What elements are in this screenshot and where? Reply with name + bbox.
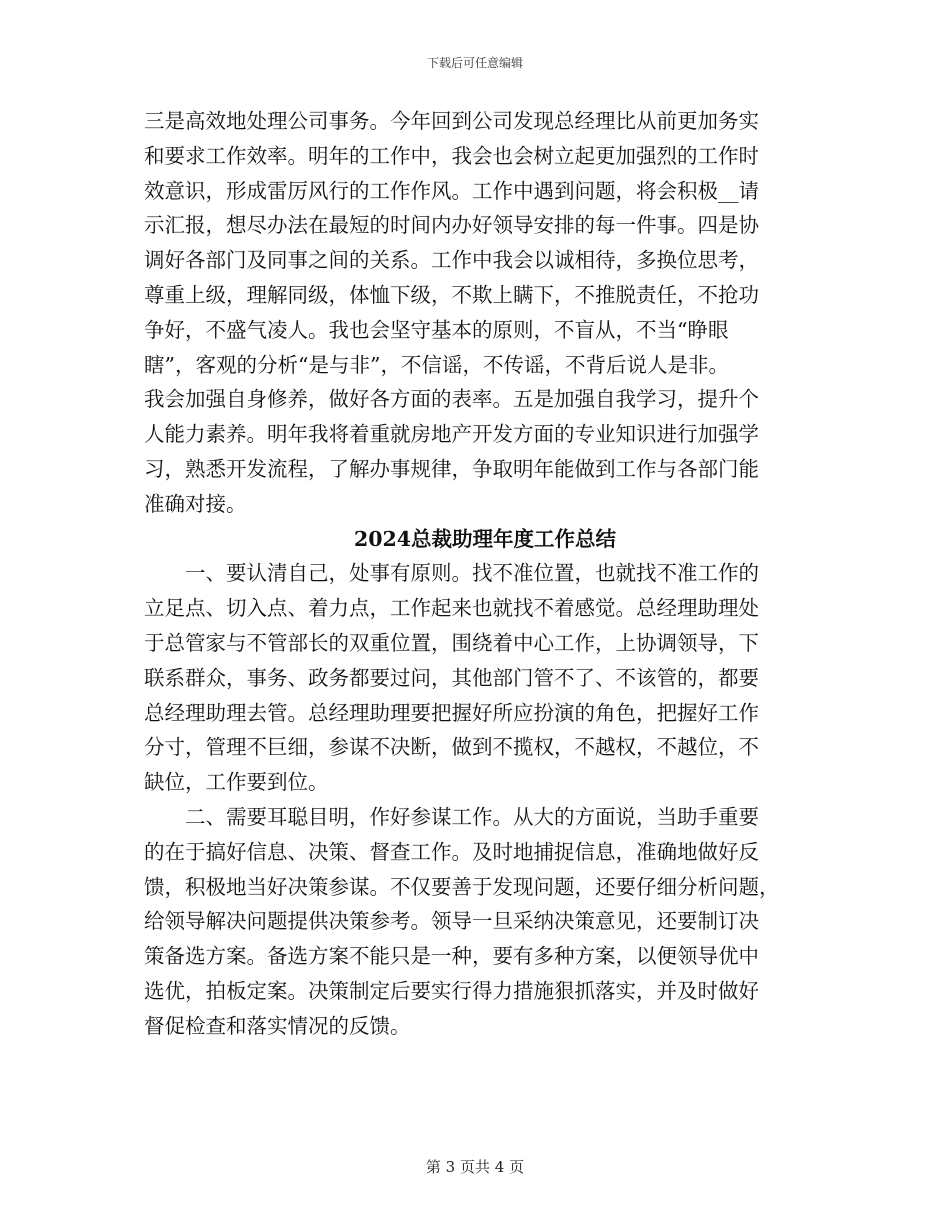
text-line: 馈，积极地当好决策参谋。不仅要善于发现问题，还要仔细分析问题， xyxy=(144,874,780,899)
text-line: 二、需要耳聪目明，作好参谋工作。从大的方面说，当助手重要 xyxy=(144,804,759,829)
text-line: 和要求工作效率。明年的工作中，我会也会树立起更加强烈的工作时 xyxy=(144,143,759,168)
text-line: 给领导解决问题提供决策参考。领导一旦采纳决策意见，还要制订决 xyxy=(144,909,759,934)
text-line: 总经理助理去管。总经理助理要把握好所应扮演的角色，把握好工作 xyxy=(144,700,759,725)
text-line: 准确对接。 xyxy=(144,491,247,516)
text-line: 我会加强自身修养，做好各方面的表率。五是加强自我学习，提升个 xyxy=(144,387,759,412)
text-line: 策备选方案。备选方案不能只是一种，要有多种方案，以便领导优中 xyxy=(144,944,759,969)
text-line: 联系群众，事务、政务都要过问，其他部门管不了、不该管的，都要 xyxy=(144,665,759,690)
text-line: 督促检查和落实情况的反馈。 xyxy=(144,1013,411,1038)
text-line: 习，熟悉开发流程，了解办事规律，争取明年能做到工作与各部门能 xyxy=(144,456,759,481)
text-line: 立足点、切入点、着力点，工作起来也就找不着感觉。总经理助理处 xyxy=(144,596,759,621)
text-line: 选优，拍板定案。决策制定后要实行得力措施狠抓落实，并及时做好 xyxy=(144,978,759,1003)
text-line: 示汇报，想尽办法在最短的时间内办好领导安排的每一件事。四是协 xyxy=(144,213,759,238)
text-line: 分寸，管理不巨细，参谋不决断，做到不揽权，不越权，不越位，不 xyxy=(144,735,759,760)
text-line: 瞎”，客观的分析“是与非”，不信谣，不传谣，不背后说人是非。 xyxy=(144,352,729,377)
text-line: 的在于搞好信息、决策、督查工作。及时地捕捉信息，准确地做好反 xyxy=(144,839,759,864)
section-title: 2024总裁助理年度工作总结 xyxy=(353,526,617,551)
page-header: 下载后可任意编辑 xyxy=(426,56,523,70)
text-line: 一、要认清自己，处事有原则。找不准位置，也就找不准工作的 xyxy=(144,561,759,586)
text-line: 人能力素养。明年我将着重就房地产开发方面的专业知识进行加强学 xyxy=(144,422,759,447)
text-line: 于总管家与不管部长的双重位置，围绕着中心工作，上协调领导，下 xyxy=(144,630,759,655)
page-footer: 第 3 页共 4 页 xyxy=(425,1158,525,1176)
text-line: 缺位，工作要到位。 xyxy=(144,770,329,795)
text-line: 效意识，形成雷厉风行的工作作风。工作中遇到问题，将会积极__请 xyxy=(144,178,759,203)
text-line: 三是高效地处理公司事务。今年回到公司发现总经理比从前更加务实 xyxy=(144,109,759,133)
document-body xyxy=(144,104,808,1044)
text-line: 争好，不盛气凌人。我也会坚守基本的原则，不盲从，不当“睁眼 xyxy=(144,317,729,342)
text-line: 调好各部门及同事之间的关系。工作中我会以诚相待，多换位思考， xyxy=(144,248,759,273)
text-line: 尊重上级，理解同级，体恤下级，不欺上瞒下，不推脱责任，不抢功 xyxy=(144,282,759,307)
